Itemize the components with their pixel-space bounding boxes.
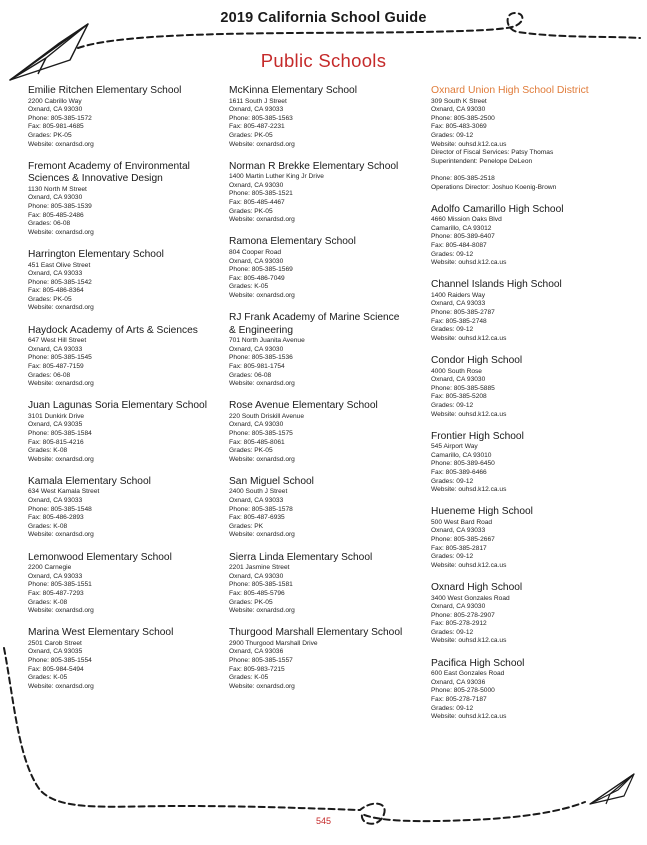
school-info-line: Website: oxnardsd.org <box>229 291 295 299</box>
school-info-line: Grades: K-05 <box>229 283 269 291</box>
school-info-line: 3101 Dunkirk Drive <box>28 412 85 420</box>
school-info-line: 2400 South J Street <box>229 488 288 496</box>
school-name: Harrington Elementary School <box>28 248 164 260</box>
school-info-line: Phone: 805-385-1557 <box>229 656 293 664</box>
school-info-line: Oxnard, CA 93036 <box>431 678 486 686</box>
guide-title: 2019 California School Guide <box>220 10 427 26</box>
school-info-line: Website: oxnardsd.org <box>229 607 295 615</box>
school-name: Norman R Brekke Elementary School <box>229 160 399 172</box>
school-info-line: 1400 Martin Luther King Jr Drive <box>229 173 324 181</box>
school-info-line: Phone: 805-385-5885 <box>431 384 495 392</box>
school-info-line: Fax: 805-981-4685 <box>28 123 84 131</box>
school-info-line: Grades: PK-05 <box>229 131 273 139</box>
school-info-line: Website: oxnardsd.org <box>28 228 94 236</box>
school-entry <box>229 627 429 691</box>
school-name: Fremont Academy of Environmental Sciences & Innovative Design <box>28 160 190 185</box>
school-info-line: Phone: 805-278-5000 <box>431 687 495 695</box>
school-info-line: Oxnard, CA 93035 <box>28 421 83 429</box>
school-info-line: Fax: 805-487-7159 <box>28 362 84 370</box>
school-info-line: 3400 West Gonzales Road <box>431 594 510 602</box>
school-entry <box>431 355 636 419</box>
school-name: Lemonwood Elementary School <box>28 551 172 563</box>
school-info-line: Phone: 805-385-1578 <box>229 505 293 513</box>
school-name: McKinna Elementary School <box>229 85 357 96</box>
school-info-line: Grades: 09-12 <box>431 704 474 712</box>
school-info-line: Fax: 805-485-2486 <box>28 211 84 219</box>
school-name: RJ Frank Academy of Marine Science & Engineering <box>229 311 400 336</box>
school-info-line: 1611 South J Street <box>229 97 287 105</box>
school-info-line: Fax: 805-815-4216 <box>28 438 84 446</box>
school-info-line: Oxnard, CA 93030 <box>229 572 284 580</box>
school-name: Haydock Academy of Arts & Sciences <box>28 324 198 336</box>
school-info-line: Oxnard, CA 93036 <box>229 648 284 656</box>
school-info-line: Phone: 805-385-1536 <box>229 354 293 362</box>
school-info-line: Website: oxnardsd.org <box>229 455 295 463</box>
school-info-line: Grades: PK-05 <box>229 598 273 606</box>
school-info-line: Phone: 805-385-1539 <box>28 203 92 211</box>
school-info-line: Oxnard, CA 93033 <box>229 106 284 114</box>
school-info-line: Website: ouhsd.k12.ca.us <box>431 561 507 569</box>
school-entry <box>28 400 228 464</box>
school-info-line: Grades: 09-12 <box>431 326 474 334</box>
school-info-line: Fax: 805-983-7215 <box>229 665 285 673</box>
school-info-line: Fax: 805-487-6935 <box>229 514 285 522</box>
school-info-line: Oxnard, CA 93033 <box>28 497 83 505</box>
school-info-line: Grades: K-08 <box>28 598 68 606</box>
school-info-line: Website: oxnardsd.org <box>28 607 94 615</box>
school-info-line: 647 West Hill Street <box>28 337 87 345</box>
school-name: Rose Avenue Elementary School <box>229 400 378 412</box>
school-info-line: Grades: K-05 <box>229 674 269 682</box>
school-info-line: 545 Airport Way <box>431 443 478 451</box>
school-info-line: Phone: 805-389-6450 <box>431 460 495 468</box>
school-info-line: 2501 Carob Street <box>28 639 82 647</box>
school-info-line: Grades: PK <box>229 522 264 530</box>
school-info-line: Oxnard, CA 93033 <box>431 300 486 308</box>
school-info-line: Grades: 06-08 <box>28 371 71 379</box>
school-name: Pacifica High School <box>431 657 525 669</box>
school-info-line: Oxnard, CA 93030 <box>229 181 284 189</box>
school-info-line: 600 East Gonzales Road <box>431 670 505 678</box>
school-info-line: Oxnard, CA 93035 <box>28 648 83 656</box>
school-info-line: 634 West Kamala Street <box>28 488 100 496</box>
school-column-2 <box>229 85 429 703</box>
school-info-line: 701 North Juanita Avenue <box>229 337 305 345</box>
school-info-line: Oxnard, CA 93030 <box>229 345 284 353</box>
school-info-line: Fax: 805-385-2817 <box>431 544 487 552</box>
district-info-line: 309 South K Street <box>431 97 487 105</box>
school-info-line: 4000 South Rose <box>431 367 482 375</box>
school-info-line: Grades: 09-12 <box>431 628 474 636</box>
school-info-line: Grades: 06-08 <box>229 371 272 379</box>
school-column-1 <box>28 85 228 703</box>
school-info-line: Grades: PK-05 <box>229 207 273 215</box>
school-info-line: Fax: 805-981-1754 <box>229 362 285 370</box>
school-name: San Miguel School <box>229 475 314 487</box>
school-entry <box>431 582 636 646</box>
school-name: Condor High School <box>431 354 523 366</box>
school-name: Marina West Elementary School <box>28 627 174 639</box>
school-entry <box>229 400 429 464</box>
school-info-line: 1130 North M Street <box>28 185 87 193</box>
school-info-line: Website: ouhsd.k12.ca.us <box>431 410 507 418</box>
school-name: Ramona Elementary School <box>229 236 356 248</box>
school-entry <box>28 85 228 149</box>
school-info-line: 4660 Mission Oaks Blvd <box>431 216 502 224</box>
school-info-line: 220 South Driskill Avenue <box>229 412 305 420</box>
school-info-line: Fax: 805-389-6466 <box>431 468 487 476</box>
school-info-line: Website: oxnardsd.org <box>28 140 94 148</box>
school-info-line: Fax: 805-486-7049 <box>229 274 285 282</box>
school-info-line: Grades: K-08 <box>28 447 68 455</box>
district-info-line: Oxnard, CA 93030 <box>431 106 486 114</box>
school-info-line: Oxnard, CA 93033 <box>431 527 486 535</box>
school-info-line: Phone: 805-385-1542 <box>28 278 92 286</box>
school-info-line: Phone: 805-385-1572 <box>28 114 92 122</box>
school-info-line: Grades: 09-12 <box>431 477 474 485</box>
school-entry <box>229 85 429 149</box>
school-info-line: Fax: 805-485-5796 <box>229 589 285 597</box>
district-name: Oxnard Union High School District <box>431 85 589 96</box>
school-info-line: Grades: 06-08 <box>28 220 71 228</box>
school-info-line: Phone: 805-278-2907 <box>431 611 495 619</box>
school-info-line: Fax: 805-385-5208 <box>431 393 487 401</box>
school-entry <box>229 236 429 300</box>
school-info-line: Fax: 805-484-8087 <box>431 242 487 249</box>
school-info-line: Website: oxnardsd.org <box>229 140 295 148</box>
district-info-line: Website: ouhsd.k12.ca.us <box>431 140 507 148</box>
school-info-line: Grades: PK-05 <box>28 295 72 303</box>
school-entry <box>431 279 636 343</box>
school-info-line: Phone: 805-385-1521 <box>229 190 293 198</box>
school-info-line: Camarillo, CA 93010 <box>431 451 492 459</box>
school-info-line: Fax: 805-486-2893 <box>28 514 84 522</box>
school-info-line: Website: ouhsd.k12.ca.us <box>431 334 507 342</box>
school-entry <box>431 204 636 268</box>
school-info-line: 2201 Jasmine Street <box>229 564 290 572</box>
school-info-line: Fax: 805-485-4467 <box>229 199 285 207</box>
school-info-line: Grades: PK-05 <box>229 447 273 455</box>
school-info-line: Website: oxnardsd.org <box>28 682 94 690</box>
school-name: Oxnard High School <box>431 581 523 593</box>
school-info-line: Website: ouhsd.k12.ca.us <box>431 713 507 721</box>
school-info-line: Phone: 805-385-1575 <box>229 430 293 437</box>
school-entry <box>28 161 228 238</box>
school-info-line: Website: oxnardsd.org <box>229 531 295 539</box>
school-info-line: Phone: 805-385-1569 <box>229 266 293 274</box>
school-info-line: Oxnard, CA 93030 <box>28 194 83 202</box>
district-info-line: Phone: 805-385-2518 <box>431 174 495 182</box>
section-heading: Public Schools <box>260 50 387 71</box>
school-info-line: Website: oxnardsd.org <box>229 682 295 690</box>
school-info-line: Website: ouhsd.k12.ca.us <box>431 259 507 267</box>
district-info-line: Grades: 09-12 <box>431 131 474 139</box>
school-info-line: Fax: 805-487-2231 <box>229 123 285 131</box>
school-entry <box>431 658 636 722</box>
school-info-line: Oxnard, CA 93033 <box>28 572 83 580</box>
school-info-line: Website: oxnardsd.org <box>229 380 295 388</box>
school-info-line: 2200 Cabrillo Way <box>28 97 82 105</box>
school-info-line: Oxnard, CA 93033 <box>28 270 83 278</box>
school-info-line: Oxnard, CA 93030 <box>229 421 284 429</box>
district-info-line: Superintendent: Penelope DeLeon <box>431 157 533 165</box>
school-entry <box>28 325 228 389</box>
school-info-line: Oxnard, CA 93030 <box>431 376 486 384</box>
school-info-line: Phone: 805-385-1545 <box>28 354 92 362</box>
school-info-line: Phone: 805-385-1548 <box>28 505 92 513</box>
school-entry <box>229 161 429 225</box>
school-info-line: Website: oxnardsd.org <box>28 304 94 312</box>
school-info-line: Fax: 805-278-7187 <box>431 695 487 703</box>
school-info-line: Fax: 805-486-8364 <box>28 287 84 295</box>
school-info-line: Camarillo, CA 93012 <box>431 224 492 232</box>
school-entry <box>229 312 429 389</box>
school-info-line: Phone: 805-385-2667 <box>431 536 495 544</box>
district-info-line: Director of Fiscal Services: Patsy Thomas <box>431 149 554 157</box>
school-name: Thurgood Marshall Elementary School <box>229 627 403 639</box>
school-info-line: Phone: 805-385-1551 <box>28 581 92 589</box>
school-info-line: Website: oxnardsd.org <box>28 455 94 463</box>
school-info-line: Fax: 805-485-8061 <box>229 438 285 446</box>
school-entry <box>431 506 636 570</box>
district-info-line: Fax: 805-483-3069 <box>431 123 487 131</box>
school-info-line: Website: oxnardsd.org <box>28 531 94 539</box>
school-name: Kamala Elementary School <box>28 475 151 487</box>
district-info-line: Phone: 805-385-2500 <box>431 114 495 122</box>
school-info-line: Website: oxnardsd.org <box>28 380 94 388</box>
school-info-line: Grades: K-05 <box>28 674 68 682</box>
school-info-line: 500 West Bard Road <box>431 518 493 526</box>
school-entry <box>28 627 228 691</box>
school-info-line: Fax: 805-487-7293 <box>28 589 84 597</box>
school-name: Frontier High School <box>431 430 524 442</box>
school-column-3 <box>431 85 636 733</box>
school-info-line: Grades: 09-12 <box>431 250 474 258</box>
school-entry <box>28 476 228 540</box>
paper-plane-icon <box>588 770 636 810</box>
school-info-line: 2900 Thurgood Marshall Drive <box>229 639 318 647</box>
school-name: Emilie Ritchen Elementary School <box>28 85 182 96</box>
school-info-line: Phone: 805-389-6407 <box>431 233 495 241</box>
school-info-line: 451 East Olive Street <box>28 261 91 269</box>
school-name: Channel Islands High School <box>431 279 562 291</box>
school-info-line: Website: ouhsd.k12.ca.us <box>431 637 507 645</box>
district-info-line: Operations Director: Joshuo Koenig-Brown <box>431 183 557 191</box>
school-entry <box>28 552 228 616</box>
school-info-line: Fax: 805-278-2912 <box>431 620 487 628</box>
school-entry <box>28 249 228 313</box>
school-info-line: Grades: 09-12 <box>431 401 474 409</box>
school-info-line: Website: oxnardsd.org <box>229 216 295 224</box>
school-info-line: Website: ouhsd.k12.ca.us <box>431 486 507 494</box>
school-name: Sierra Linda Elementary School <box>229 551 373 563</box>
school-info-line: 804 Cooper Road <box>229 248 282 256</box>
school-info-line: Grades: K-08 <box>28 522 68 530</box>
school-info-line: Phone: 805-385-1554 <box>28 656 92 664</box>
school-info-line: Oxnard, CA 93033 <box>229 497 284 505</box>
school-name: Hueneme High School <box>431 506 533 518</box>
school-info-line: Oxnard, CA 93030 <box>229 257 284 265</box>
school-info-line: Oxnard, CA 93033 <box>28 345 83 353</box>
school-entry <box>229 552 429 616</box>
school-name: Juan Lagunas Soria Elementary School <box>28 400 207 412</box>
school-entry <box>229 476 429 540</box>
school-name: Adolfo Camarillo High School <box>431 203 564 215</box>
school-info-line: Phone: 805-385-1581 <box>229 581 293 589</box>
school-info-line: 2200 Carnegie <box>28 564 72 572</box>
school-info-line: 1400 Raiders Way <box>431 291 485 299</box>
page-number: 545 <box>315 816 332 826</box>
district-entry <box>431 85 636 192</box>
school-info-line: Grades: 09-12 <box>431 553 474 561</box>
school-info-line: Oxnard, CA 93030 <box>28 106 83 114</box>
school-info-line: Oxnard, CA 93030 <box>431 603 486 611</box>
school-info-line: Fax: 805-984-5494 <box>28 665 84 673</box>
school-info-line: Phone: 805-385-1563 <box>229 114 293 122</box>
school-entry <box>431 431 636 495</box>
school-info-line: Fax: 805-385-2748 <box>431 317 487 325</box>
school-info-line: Phone: 805-385-1584 <box>28 430 92 437</box>
school-info-line: Grades: PK-05 <box>28 131 72 139</box>
school-info-line: Phone: 805-385-2787 <box>431 309 495 317</box>
